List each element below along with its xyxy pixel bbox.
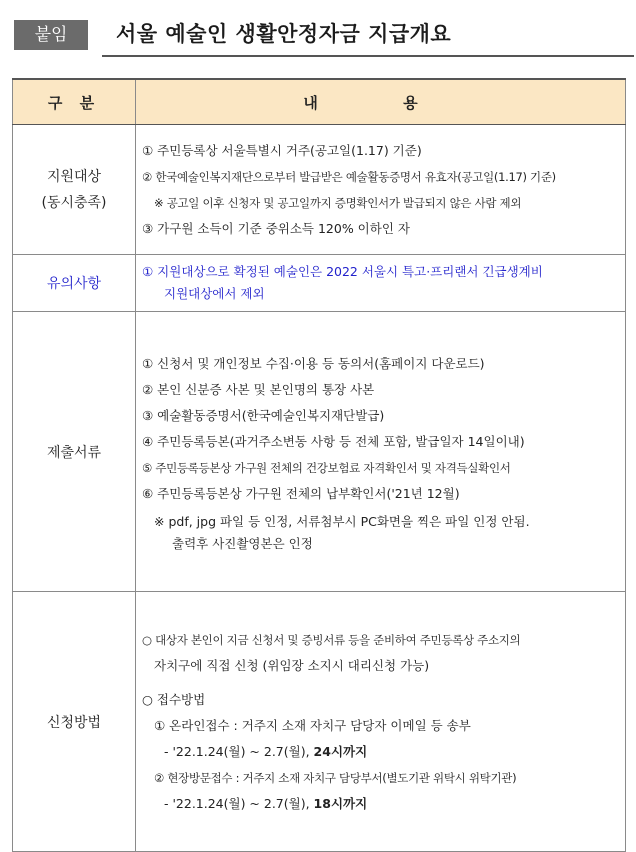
schedule-period: - '22.1.24(월) ~ 2.7(월), [164, 743, 314, 759]
list-item-continuation: 지원대상에서 제외 [164, 286, 265, 301]
table-row [13, 592, 626, 852]
list-item: ① 신청서 및 개인정보 수집·이용 등 동의서(홈페이지 다운로드) [142, 355, 485, 371]
note-item: ※ 공고일 이후 신청자 및 공고일까지 증명확인서가 발급되지 않은 사람 제외 [154, 195, 522, 210]
title-underline [102, 55, 634, 57]
category-label: 신청방법 [46, 714, 102, 731]
schedule-deadline: 18시까지 [313, 795, 368, 811]
content-cell-application [136, 592, 626, 852]
table-row [13, 312, 626, 592]
note-item: ※ pdf, jpg 파일 등 인정, 서류첨부시 PC화면을 찍은 파일 인정 안됨. [154, 513, 530, 529]
schedule-line [142, 795, 617, 813]
list-item: ② 한국예술인복지재단으로부터 발급받은 예술활동증명서 유효자(공고일(1.17) 기준) [142, 169, 556, 184]
content-cell-notice [136, 255, 626, 312]
category-cell-application [13, 592, 136, 852]
list-item: ⑥ 주민등록등본상 가구원 전체의 납부확인서('21년 12월) [142, 485, 460, 501]
table-row [13, 125, 626, 255]
list-item-continuation: 자치구에 직접 신청 (위임장 소지시 대리신청 가능) [154, 657, 430, 673]
overview-table [12, 78, 626, 852]
list-item: ⑤ 주민등록등본상 가구원 전체의 건강보험료 자격확인서 및 자격득실확인서 [142, 460, 511, 475]
category-label: 지원대상 [46, 168, 102, 185]
category-cell-notice [13, 255, 136, 312]
category-sublabel: (동시충족) [41, 194, 107, 211]
list-item: ③ 예술활동증명서(한국예술인복지재단발급) [142, 407, 385, 423]
list-item: ○ 접수방법 [142, 691, 206, 707]
schedule-period: - '22.1.24(월) ~ 2.7(월), [164, 795, 314, 811]
document-header [8, 6, 628, 52]
list-item: ① 지원대상으로 확정된 예술인은 2022 서울시 특고·프리랜서 긴급생계비 [142, 264, 543, 279]
table-header-row [13, 79, 626, 125]
page-title: 서울 예술인 생활안정자금 지급개요 [116, 22, 452, 46]
table-row [13, 255, 626, 312]
list-item: ② 본인 신분증 사본 및 본인명의 통장 사본 [142, 381, 375, 397]
list-item: ○ 대상자 본인이 지금 신청서 및 증빙서류 등을 준비하여 주민등록상 주소지의 [142, 632, 521, 647]
list-item: ② 현장방문접수 : 거주지 소재 자치구 담당부서(별도기관 위탁시 위탁기관) [154, 770, 517, 785]
content-cell-eligibility [136, 125, 626, 255]
header-content: 내 용 [136, 79, 626, 125]
category-cell-eligibility [13, 125, 136, 255]
schedule-deadline: 24시까지 [313, 743, 368, 759]
note-item-continuation: 출력후 사진촬영본은 인정 [172, 535, 313, 551]
list-item: ① 주민등록상 서울특별시 거주(공고일(1.17) 기준) [142, 142, 422, 158]
list-item: ① 온라인접수 : 거주지 소재 자치구 담당자 이메일 등 송부 [154, 717, 471, 733]
content-cell-documents [136, 312, 626, 592]
schedule-line [142, 743, 617, 761]
list-item: ④ 주민등록등본(과거주소변동 사항 등 전체 포함, 발급일자 14일이내) [142, 433, 525, 449]
attachment-badge: 붙임 [14, 20, 88, 50]
category-cell-documents [13, 312, 136, 592]
list-item: ③ 가구원 소득이 기준 중위소득 120% 이하인 자 [142, 220, 410, 236]
header-category: 구 분 [13, 79, 136, 125]
category-label: 유의사항 [46, 276, 102, 292]
category-label: 제출서류 [46, 444, 102, 461]
